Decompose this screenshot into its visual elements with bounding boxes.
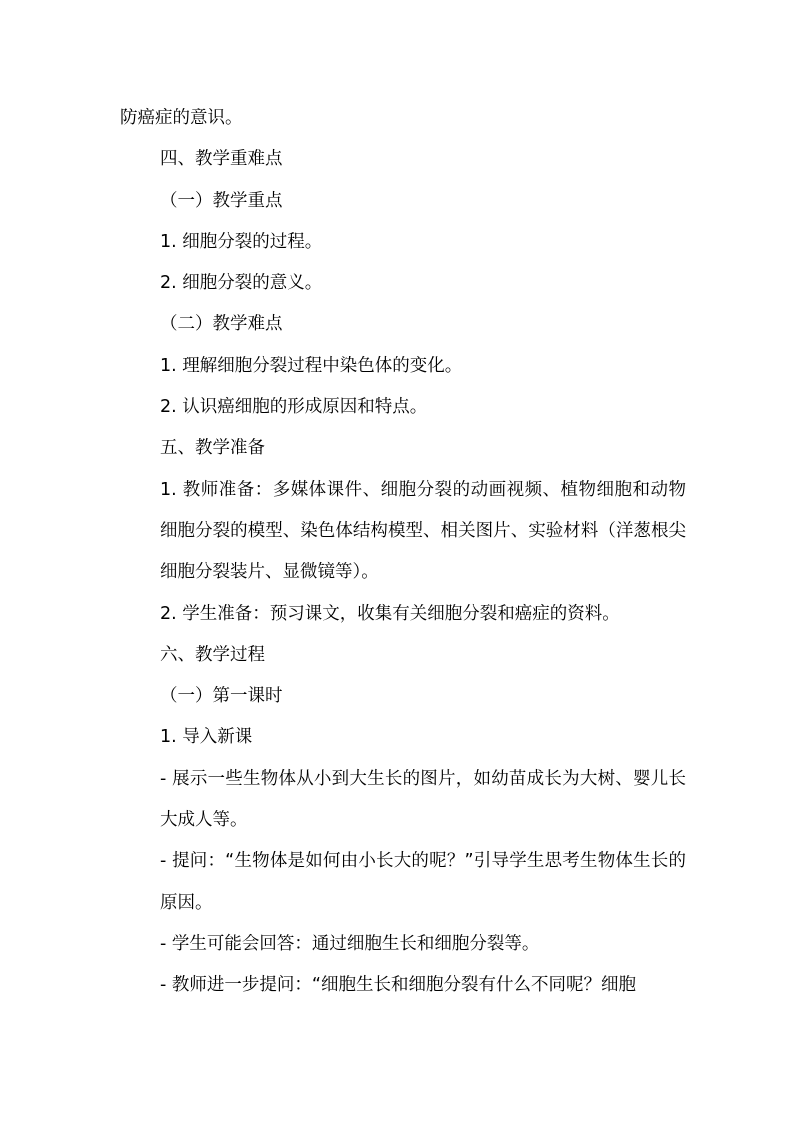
list-item: 1. 理解细胞分裂过程中染色体的变化。	[160, 355, 463, 376]
list-item: 2. 认识癌细胞的形成原因和特点。	[160, 397, 428, 418]
list-item: 2. 细胞分裂的意义。	[160, 273, 323, 294]
list-item-teacher-preparation: 1. 教师准备：多媒体课件、细胞分裂的动画视频、植物细胞和动物细胞分裂的模型、染色体结构模型、相关图片、实验材料（洋葱根尖细胞分裂装片、显微镜等）。	[160, 479, 686, 583]
subheading-difficult-points: （二）教学难点	[160, 314, 283, 335]
list-item: 1. 细胞分裂的过程。	[160, 231, 323, 252]
bullet-item: - 展示一些生物体从小到大生长的图片，如幼苗成长为大树、婴儿长大成人等。	[160, 768, 686, 831]
section-heading-preparation: 五、教学准备	[160, 438, 265, 459]
document-body	[120, 98, 686, 1007]
bullet-item: - 学生可能会回答：通过细胞生长和细胞分裂等。	[160, 933, 540, 954]
section-heading-key-difficult-points: 四、教学重难点	[160, 149, 283, 170]
list-item-introduction: 1. 导入新课	[160, 727, 253, 748]
bullet-item: - 教师进一步提问：“细胞生长和细胞分裂有什么不同呢？细胞	[160, 975, 636, 996]
paragraph-continuation: 防癌症的意识。	[120, 108, 243, 128]
subheading-first-lesson: （一）第一课时	[160, 686, 283, 707]
bullet-item: - 提问：“生物体是如何由小长大的呢？”引导学生思考生物体生长的原因。	[160, 851, 686, 913]
list-item-student-preparation: 2. 学生准备：预习课文，收集有关细胞分裂和癌症的资料。	[160, 603, 620, 624]
subheading-key-points: （一）教学重点	[160, 190, 283, 211]
section-heading-process: 六、教学过程	[160, 644, 265, 665]
